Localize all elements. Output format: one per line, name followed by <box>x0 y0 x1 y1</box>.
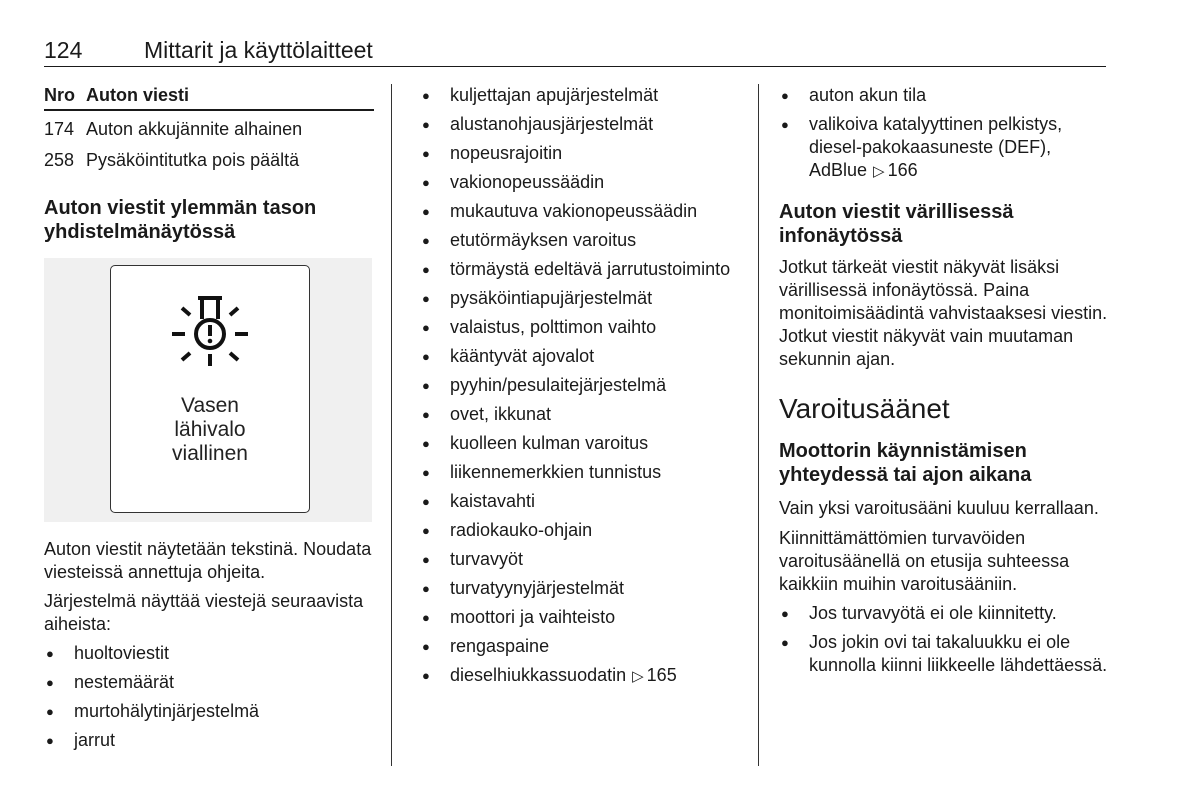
list-item-text: dieselhiukkassuodatin <box>450 665 627 685</box>
page-reference: 165 <box>646 665 677 685</box>
list-item: ● auton akun tila <box>779 84 1109 107</box>
section-heading: Moottorin käynnistämisen yhteydessä tai ajon aikana <box>779 440 1032 486</box>
list-item <box>779 113 1109 183</box>
display-message <box>111 394 309 466</box>
paragraph: Auton viestit näytetään tekstinä. Noudata viesteissä annettuja ohjeita. <box>44 539 372 582</box>
topic-list <box>44 642 374 752</box>
list-item: ● ovet, ikkunat <box>420 403 740 426</box>
list-item: ● turvavyöt <box>420 548 740 571</box>
list-item: ● kääntyvät ajovalot <box>420 345 740 368</box>
column-2 <box>420 84 740 688</box>
table-row <box>44 149 374 172</box>
list-item: ● pyyhin/pesulaitejärjestelmä <box>420 374 740 397</box>
list-item: ● etutörmäyksen varoitus <box>420 229 740 252</box>
list-item: ● rengaspaine <box>420 635 740 658</box>
page-header <box>44 36 1106 67</box>
list-item: ● huoltoviestit <box>44 642 374 665</box>
list-item: ● moottori ja vaihteisto <box>420 606 740 629</box>
column-divider <box>391 84 392 766</box>
chapter-title: Mittarit ja käyttölaitteet <box>144 37 373 63</box>
list-item: ● alustanohjausjärjestelmät <box>420 113 740 136</box>
list-item: ● mukautuva vakionopeussäädin <box>420 200 740 223</box>
list-item: ● nopeusrajoitin <box>420 142 740 165</box>
section-heading: Auton viestit ylemmän tason yhdistelmänäytössä <box>44 197 317 243</box>
column-3 <box>779 84 1109 677</box>
chapter-heading: Varoitusäänet <box>779 393 950 424</box>
list-item: ● jarrut <box>44 729 374 752</box>
table-header <box>44 84 374 111</box>
paragraph: Kiinnittämättömien turvavöiden varoitusäänellä on etusija suhteessa kaikkiin muihin varoitusääniin. <box>779 528 1070 594</box>
table-header-cell: Auton viesti <box>86 85 190 105</box>
table-cell-number: 258 <box>44 150 75 170</box>
warning-list <box>779 602 1109 677</box>
paragraph: Järjestelmä näyttää viestejä seuraavista aiheista: <box>44 591 364 634</box>
section-heading: Auton viestit värillisessä infonäytössä <box>779 201 1014 247</box>
table-cell-message: Auton akkujännite alhainen <box>86 119 303 139</box>
page-reference: 166 <box>887 160 918 180</box>
exterior-light-warning-icon <box>170 294 250 368</box>
paragraph: Jotkut tärkeät viestit näkyvät lisäksi värillisessä infonäytössä. Paina monitoimisäädintä vahvistaaksesi viestin. Jotkut viestit näkyvät vain muutaman sekunnin ajan. <box>779 257 1108 369</box>
display-illustration <box>44 258 372 522</box>
page-number: 124 <box>44 37 83 63</box>
table-cell-message: Pysäköintitutka pois päältä <box>86 150 300 170</box>
display-message-line: Vasen <box>181 394 239 417</box>
list-item: ● nestemäärät <box>44 671 374 694</box>
list-item: ● valaistus, polttimon vaihto <box>420 316 740 339</box>
list-item: ● Jos turvavyötä ei ole kiinnitetty. <box>779 602 1109 625</box>
list-item <box>420 664 740 688</box>
list-item: ● pysäköintiapujärjestelmät <box>420 287 740 310</box>
list-item: ● radiokauko-ohjain <box>420 519 740 542</box>
display-message-line: viallinen <box>172 442 248 465</box>
list-item: ● kuljettajan apujärjestelmät <box>420 84 740 107</box>
table-row <box>44 118 374 141</box>
table-cell-number: 174 <box>44 119 75 139</box>
topic-list-end <box>779 84 1109 183</box>
column-1 <box>44 84 374 752</box>
list-item: ● murtohälytinjärjestelmä <box>44 700 374 723</box>
message-table <box>44 84 374 172</box>
table-header-cell: Nro <box>44 85 75 105</box>
list-item: ● Jos jokin ovi tai takaluukku ei ole kunnolla kiinni liikkeelle lähdettäessä. <box>779 631 1109 677</box>
list-item: ● törmäystä edeltävä jarrutustoiminto <box>420 258 740 281</box>
paragraph: Vain yksi varoitusääni kuuluu kerrallaan. <box>779 498 1099 518</box>
list-item: ● vakionopeussäädin <box>420 171 740 194</box>
display-message-line: lähivalo <box>174 418 246 441</box>
column-divider <box>758 84 759 766</box>
list-item: ● liikennemerkkien tunnistus <box>420 461 740 484</box>
page-reference-icon: ▷ <box>873 163 885 180</box>
page-reference-icon: ▷ <box>632 668 644 685</box>
list-item: ● kuolleen kulman varoitus <box>420 432 740 455</box>
list-item-text: valikoiva katalyyttinen pelkistys, diesel-pakokaasuneste (DEF), AdBlue <box>809 114 1063 180</box>
topic-list-continued <box>420 84 740 688</box>
list-item: ● kaistavahti <box>420 490 740 513</box>
list-item: ● turvatyynyjärjestelmät <box>420 577 740 600</box>
cluster-display <box>110 265 310 513</box>
